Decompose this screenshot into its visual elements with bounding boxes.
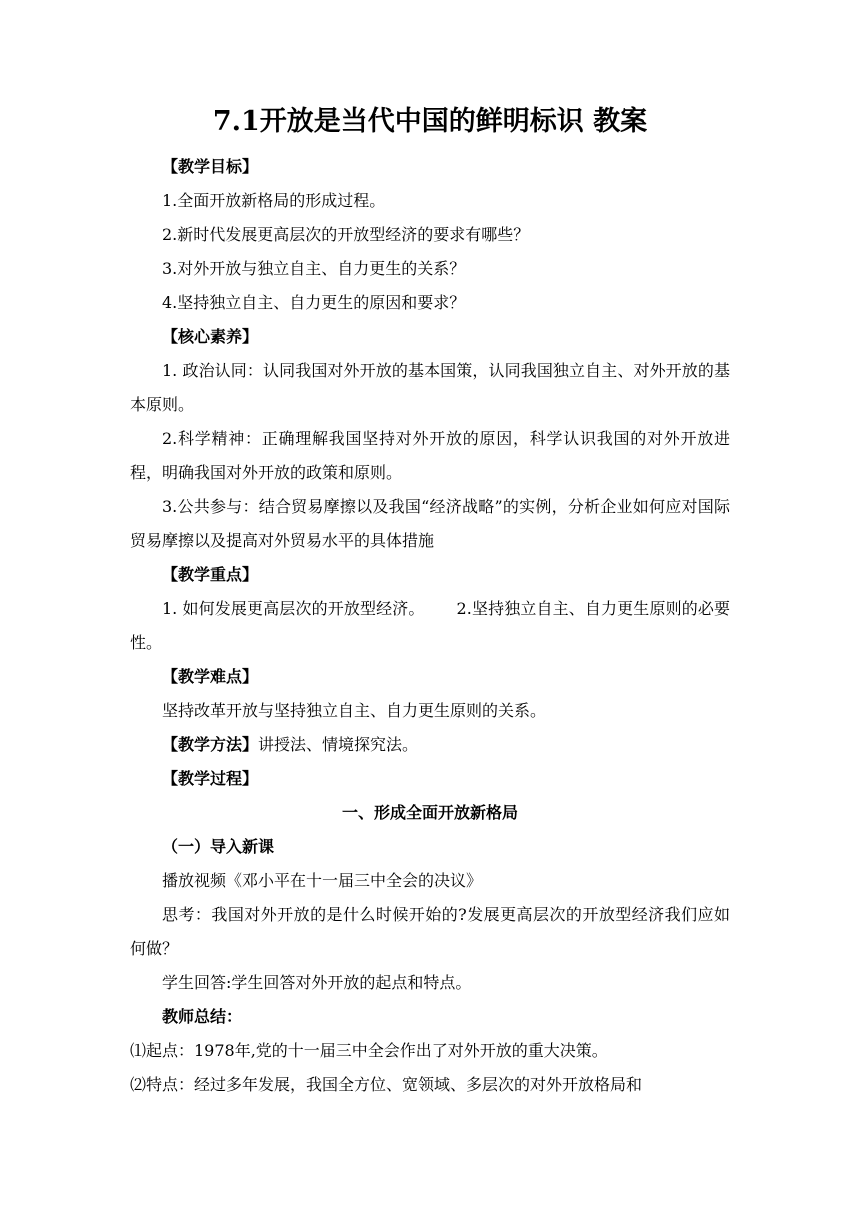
- difficulty-heading: 【教学难点】: [162, 667, 259, 686]
- teacher-summary-heading: 教师总结：: [162, 1007, 243, 1026]
- objective-item: 1.全面开放新格局的形成过程。: [162, 191, 386, 210]
- intro-item: 思考：我国对外开放的是什么时候开始的?发展更高层次的开放型经济我们应如何做？: [130, 905, 730, 958]
- keypoints-heading: 【教学重点】: [162, 565, 259, 584]
- method-paragraph: [130, 728, 730, 762]
- part-one-heading: 一、形成全面开放新格局: [341, 803, 518, 822]
- literacy-item: 2.科学精神：正确理解我国坚持对外开放的原因，科学认识我国的对外开放进程，明确我国对外开放的政策和原则。: [130, 429, 730, 482]
- intro-heading: （一）导入新课: [162, 837, 275, 856]
- literacy-heading: 【核心素养】: [162, 327, 259, 346]
- method-text: 讲授法、情境探究法。: [258, 735, 419, 754]
- document-body: [130, 150, 730, 1102]
- intro-item: 学生回答:学生回答对外开放的起点和特点。: [162, 973, 472, 992]
- keypoints-paragraph: [130, 592, 730, 660]
- process-heading: 【教学过程】: [162, 769, 259, 788]
- objective-item: 3.对外开放与独立自主、自力更生的关系？: [162, 259, 466, 278]
- summary-item: ⑴起点：1978年,党的十一届三中全会作出了对外开放的重大决策。: [130, 1041, 608, 1060]
- objectives-heading: 【教学目标】: [162, 157, 259, 176]
- objective-item: 4.坚持独立自主、自力更生的原因和要求？: [162, 293, 466, 312]
- literacy-item: 3.公共参与：结合贸易摩擦以及我国“经济战略”的实例，分析企业如何应对国际贸易摩擦以及提高对外贸易水平的具体措施: [130, 497, 730, 550]
- keypoint-item: 2.坚持独立自主、自力更生原则的必要性。: [130, 599, 730, 652]
- method-heading: 【教学方法】: [162, 735, 259, 754]
- document-title: 7.1开放是当代中国的鲜明标识 教案: [212, 106, 648, 137]
- objective-item: 2.新时代发展更高层次的开放型经济的要求有哪些？: [162, 225, 530, 244]
- difficulty-text: 坚持改革开放与坚持独立自主、自力更生原则的关系。: [162, 701, 547, 720]
- literacy-item: 1. 政治认同：认同我国对外开放的基本国策，认同我国独立自主、对外开放的基本原则。: [130, 361, 730, 414]
- summary-item: ⑵特点：经过多年发展，我国全方位、宽领域、多层次的对外开放格局和: [130, 1075, 643, 1094]
- keypoint-item: 1. 如何发展更高层次的开放型经济。: [162, 599, 425, 618]
- intro-item: 播放视频《邓小平在十一届三中全会的决议》: [162, 871, 483, 890]
